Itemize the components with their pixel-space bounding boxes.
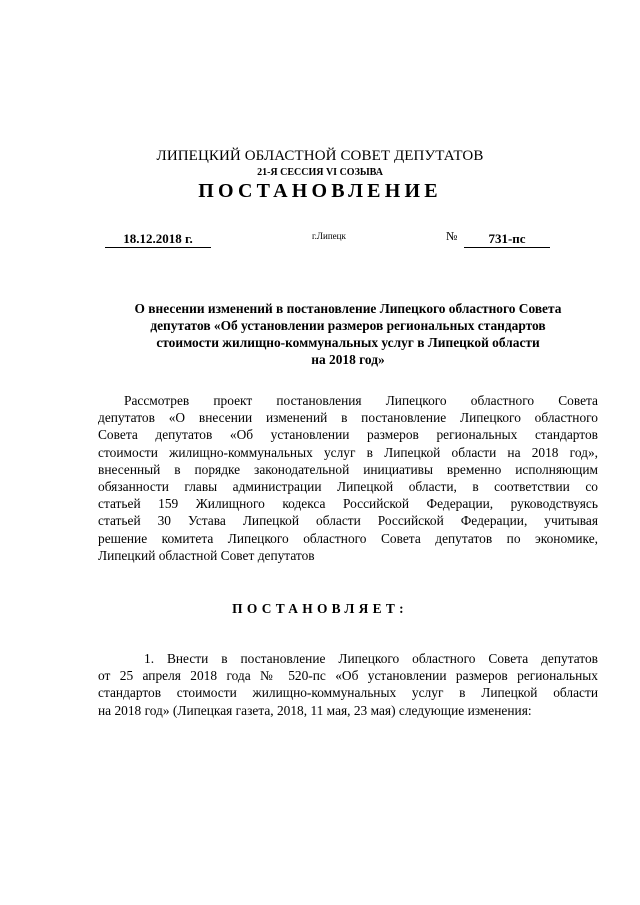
paragraph-line: Липецкий областной Совет депутатов (98, 547, 315, 563)
session-label: 21-Я СЕССИЯ VI СОЗЫВА (257, 167, 383, 178)
number-sign: № (446, 229, 458, 243)
paragraph-line: Рассмотрев проект постановления Липецкого областного Совета (124, 393, 598, 408)
item-1-paragraph (98, 650, 598, 719)
document-type-heading: ПОСТАНОВЛЕНИЕ (198, 180, 442, 202)
resolves-heading: ПОСТАНОВЛЯЕТ: (232, 601, 408, 616)
title-line: на 2018 год» (311, 352, 385, 367)
paragraph-line: стоимости жилищно-коммунальных услуг в Липецкой области на 2018 год», (98, 444, 598, 460)
council-name: ЛИПЕЦКИЙ ОБЛАСТНОЙ СОВЕТ ДЕПУТАТОВ (156, 148, 484, 164)
paragraph-line: решение комитета Липецкого областного Совета депутатов по экономике, (98, 530, 598, 546)
paragraph-line: депутатов «О внесении изменений в постановление Липецкого областного (98, 410, 598, 426)
document-date: 18.12.2018 г. (105, 230, 211, 248)
paragraph-line: Совета депутатов «Об установлении размеров региональных стандартов (98, 427, 598, 443)
preamble-paragraph (98, 392, 598, 564)
document-title (96, 300, 600, 368)
paragraph-line: обязанности главы администрации Липецкой области, в соответствии со (98, 479, 598, 495)
paragraph-line: статьей 30 Устава Липецкой области Российской Федерации, учитывая (98, 513, 598, 529)
title-line: О внесении изменений в постановление Липецкого областного Совета (134, 301, 562, 316)
title-line: стоимости жилищно-коммунальных услуг в Липецкой области (156, 335, 540, 350)
paragraph-line: 1. Внести в постановление Липецкого областного Совета депутатов (144, 651, 598, 666)
title-line: депутатов «Об установлении размеров региональных стандартов (150, 318, 546, 333)
paragraph-line: статьей 159 Жилищного кодекса Российской Федерации, руководствуясь (98, 496, 598, 512)
paragraph-line: стандартов стоимости жилищно-коммунальных услуг в Липецкой области (98, 685, 598, 701)
document-city: г.Липецк (312, 231, 346, 241)
paragraph-line: на 2018 год» (Липецкая газета, 2018, 11 мая, 23 мая) следующие изменения: (98, 702, 532, 718)
paragraph-line: внесенный в порядке законодательной инициативы временно исполняющим (98, 461, 598, 477)
document-number: 731-пс (464, 230, 550, 248)
paragraph-line: от 25 апреля 2018 года № 520-пс «Об установлении размеров региональных (98, 668, 598, 684)
